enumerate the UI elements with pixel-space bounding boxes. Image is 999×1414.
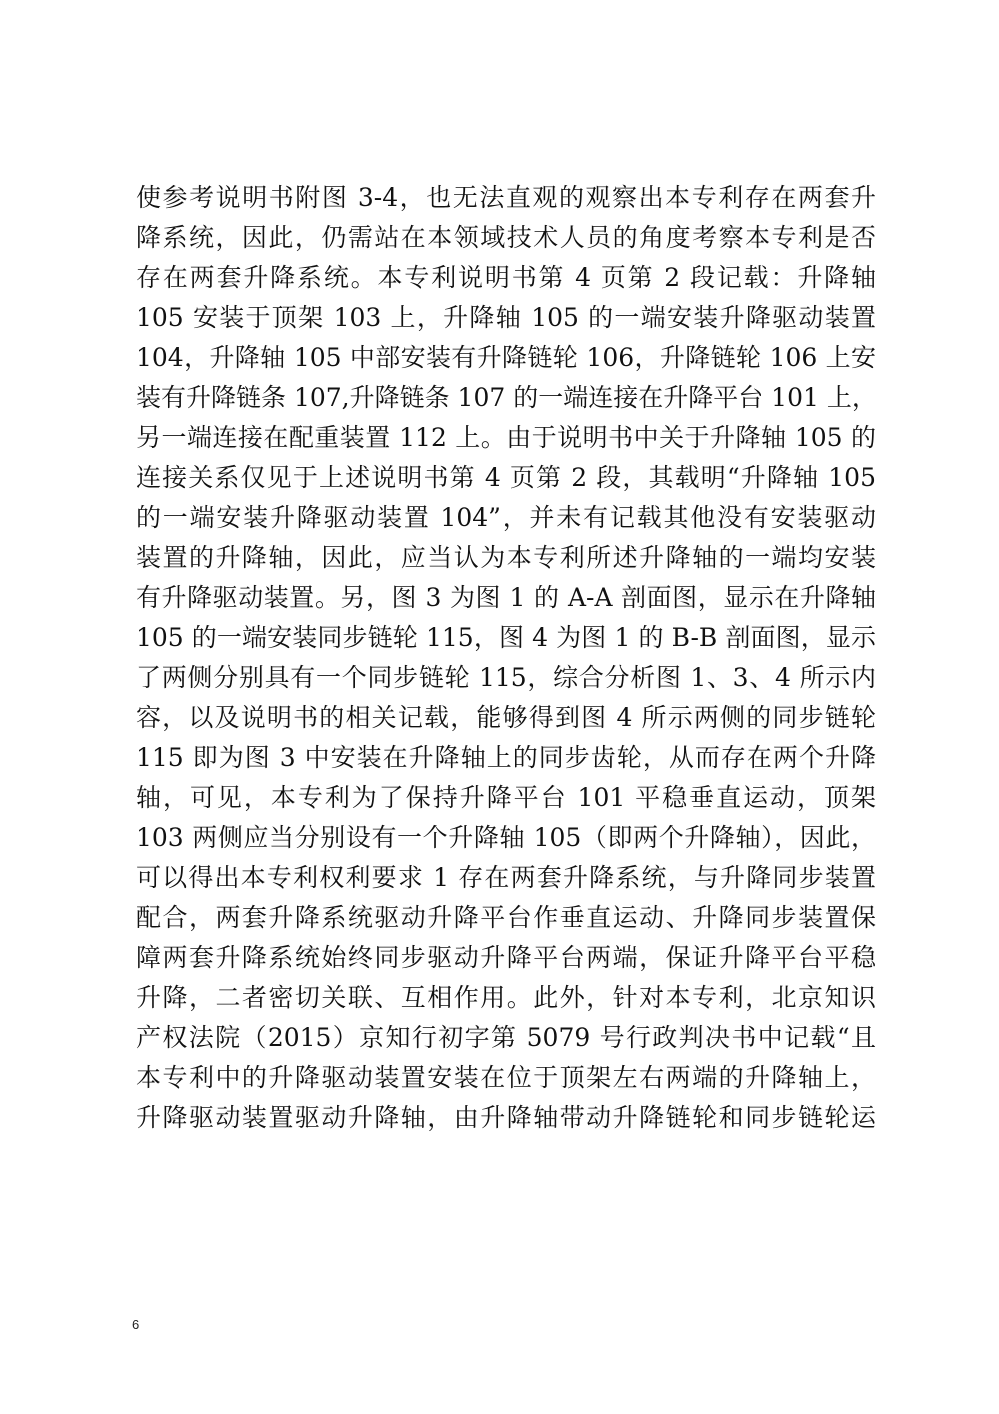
- text-line: 降系统，因此，仍需站在本领域技术人员的角度考察本专利是否: [136, 223, 876, 252]
- text-line: 104，升降轴 105 中部安装有升降链轮 106，升降链轮 106 上安: [136, 343, 876, 372]
- text-line: 本专利中的升降驱动装置安装在位于顶架左右两端的升降轴上，: [136, 1063, 876, 1092]
- text-line: 容，以及说明书的相关记载，能够得到图 4 所示两侧的同步链轮: [136, 703, 876, 732]
- body-text: [136, 178, 876, 1138]
- text-line: 105 的一端安装同步链轮 115，图 4 为图 1 的 B-B 剖面图，显示: [136, 623, 876, 652]
- text-line: 另一端连接在配重装置 112 上。由于说明书中关于升降轴 105 的: [136, 423, 876, 452]
- text-line: 了两侧分别具有一个同步链轮 115，综合分析图 1、3、4 所示内: [136, 663, 876, 692]
- page-number: 6: [132, 1317, 140, 1332]
- text-line: 连接关系仅见于上述说明书第 4 页第 2 段，其载明“升降轴 105: [136, 463, 876, 492]
- text-line: 产权法院（2015）京知行初字第 5079 号行政判决书中记载“且: [136, 1023, 876, 1052]
- text-line: 配合，两套升降系统驱动升降平台作垂直运动、升降同步装置保: [136, 903, 876, 932]
- text-line: 105 安装于顶架 103 上，升降轴 105 的一端安装升降驱动装置: [136, 303, 876, 332]
- text-line: 升降，二者密切关联、互相作用。此外，针对本专利，北京知识: [136, 983, 876, 1012]
- text-line: 障两套升降系统始终同步驱动升降平台两端，保证升降平台平稳: [136, 943, 876, 972]
- text-line: 有升降驱动装置。另，图 3 为图 1 的 A-A 剖面图，显示在升降轴: [136, 583, 876, 612]
- text-line: 使参考说明书附图 3-4，也无法直观的观察出本专利存在两套升: [136, 183, 876, 212]
- text-line: 装有升降链条 107,升降链条 107 的一端连接在升降平台 101 上，: [136, 383, 877, 412]
- text-line: 轴，可见，本专利为了保持升降平台 101 平稳垂直运动，顶架: [136, 783, 876, 812]
- text-line: 存在两套升降系统。本专利说明书第 4 页第 2 段记载：升降轴: [136, 263, 876, 292]
- text-line: 装置的升降轴，因此，应当认为本专利所述升降轴的一端均安装: [136, 543, 876, 572]
- text-line: 103 两侧应当分别设有一个升降轴 105（即两个升降轴），因此，: [136, 823, 876, 852]
- text-line: 115 即为图 3 中安装在升降轴上的同步齿轮，从而存在两个升降: [136, 743, 876, 772]
- text-line: 可以得出本专利权利要求 1 存在两套升降系统，与升降同步装置: [136, 863, 876, 892]
- text-line: 的一端安装升降驱动装置 104”，并未有记载其他没有安装驱动: [136, 503, 876, 532]
- text-line: 升降驱动装置驱动升降轴，由升降轴带动升降链轮和同步链轮运: [136, 1103, 876, 1132]
